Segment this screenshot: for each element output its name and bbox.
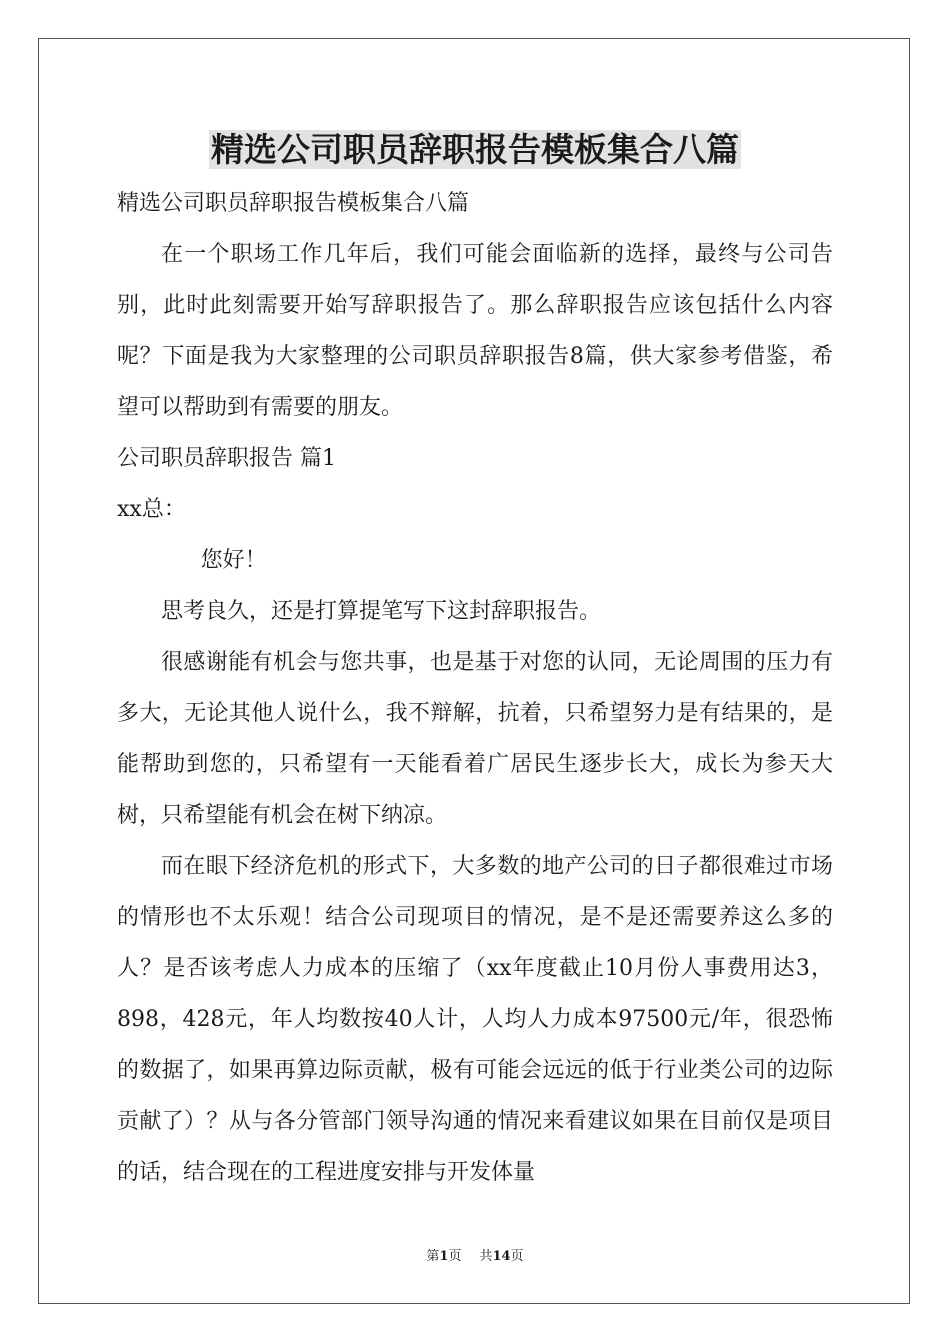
- page-number: 1: [439, 1249, 449, 1264]
- greeting: 您好！: [200, 548, 267, 573]
- body-paragraph: 而在眼下经济危机的形式下，大多数的地产公司的日子都很难过市场的情形也不太乐观！结合公司现项目的情况，是不是还需要养这么多的人？是否该考虑人力成本的压缩了（xx年度截止10月份人事费用达3，898，428元，年人均数按40人计，人均人力成本97500元/年，很恐怖的数据了，如果再算边际贡献，极有可能会远远的低于行业类公司的边际贡献了）？从与各分管部门领导沟通的情况来看建议如果在目前仅是项目的话，结合现在的工程进度安排与开发体量: [117, 854, 833, 1185]
- page-suffix: 页: [448, 1249, 462, 1264]
- section-heading: 公司职员辞职报告 篇1: [117, 446, 336, 471]
- total-pages: 14: [492, 1249, 511, 1264]
- document-subtitle: 精选公司职员辞职报告模板集合八篇: [117, 191, 470, 216]
- total-prefix: 共: [479, 1249, 493, 1264]
- page-footer: [0, 1245, 950, 1264]
- total-suffix: 页: [510, 1249, 524, 1264]
- body-paragraph: 很感谢能有机会与您共事，也是基于对您的认同，无论周围的压力有多大，无论其他人说什么，我不辩解，抗着，只希望努力是有结果的，是能帮助到您的，只希望有一天能看着广居民生逐步长大，成长为参天大树，只希望能有机会在树下纳凉。: [117, 650, 833, 828]
- salutation: xx总：: [117, 497, 186, 522]
- page-prefix: 第: [426, 1249, 440, 1264]
- document-body: [117, 178, 833, 1198]
- document-title: [0, 126, 950, 174]
- intro-paragraph: 在一个职场工作几年后，我们可能会面临新的选择，最终与公司告别，此时此刻需要开始写辞职报告了。那么辞职报告应该包括什么内容呢？下面是我为大家整理的公司职员辞职报告8篇，供大家参考借鉴，希望可以帮助到有需要的朋友。: [117, 242, 833, 420]
- body-paragraph: 思考良久，还是打算提笔写下这封辞职报告。: [161, 599, 602, 624]
- document-title-text: 精选公司职员辞职报告模板集合八篇: [211, 130, 739, 169]
